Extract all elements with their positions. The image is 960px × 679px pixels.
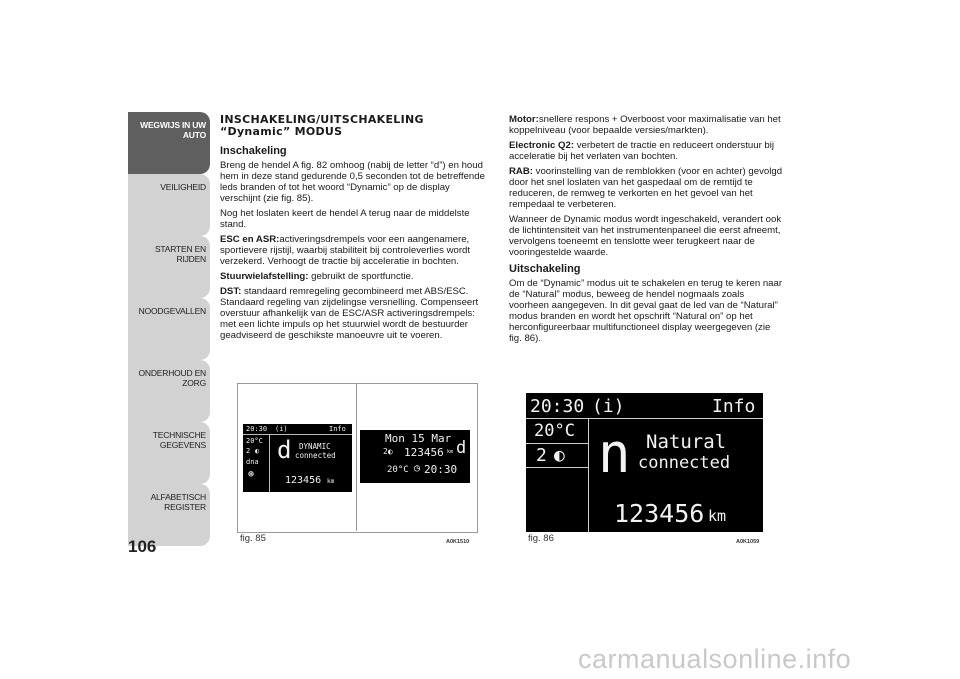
paragraph: Breng de hendel A fig. 82 omhoog (nabij de letter “d”) en houd hem in deze stand gedurende 0,5 seconden tot de betreffende leds branden of tot het woord “Dynamic” op de display verschijnt (zie fig. 85). — [220, 160, 485, 204]
mode-status: connected — [295, 451, 336, 460]
mode-letter: d — [277, 436, 292, 464]
mode-name: DYNAMIC — [299, 442, 331, 451]
figure-caption: fig. 86 — [528, 533, 554, 544]
mode-name: Natural — [646, 431, 727, 453]
paragraph — [509, 166, 784, 210]
page-number: 106 — [128, 537, 157, 556]
clock-time: 20:30 — [246, 425, 268, 433]
tab-veiligheid[interactable] — [128, 174, 210, 236]
watermark: carmanualsonline.info — [578, 644, 852, 674]
paragraph — [220, 286, 492, 341]
tab-label: WEGWIJS IN UW AUTO — [140, 120, 206, 140]
term-label: Stuurwielafstelling: — [220, 271, 309, 282]
term-text: voorinstelling van de remblokken (voor en achter) gevolgd door het snel loslaten van het gaspedaal om de remtijd te reduceren, de remweg te verkorten en het gevoel van het rempedaal te verbeteren. — [509, 166, 783, 210]
tab-wegwijs[interactable] — [128, 112, 210, 174]
headlight-icon: ◐ — [554, 445, 565, 466]
outside-temp: 20°C — [387, 465, 409, 475]
paragraph — [220, 234, 492, 267]
tab-label: STARTEN EN RIJDEN — [154, 244, 206, 264]
tab-technische[interactable] — [128, 422, 210, 484]
display-separator — [269, 435, 270, 492]
gear-indicator: 2 — [246, 447, 251, 455]
chapter-sidebar — [128, 112, 210, 532]
info-label: Info — [329, 425, 346, 433]
dna-label: dna — [246, 458, 259, 466]
term-label: DST: — [220, 286, 242, 297]
term-text: standaard remregeling gecombineerd met ABS/ESC. Standaard regeling van zijdelingse versnelling. Compenseert overstuur afhankelijk van de ESC/ASR activeringsdrempels: met een lichte impuls op het stuurwiel wordt de bestuurder geadviseerd de geschikste manoeuvre uit te voeren. — [220, 286, 479, 341]
gear-shift-icon: ⊛ — [248, 469, 255, 480]
paragraph: Wanneer de Dynamic modus wordt ingeschakeld, verandert ook de lichtintensiteit van het instrumentenpaneel die eerst afneemt, vervolgens toeneemt en tenslotte weer terugkeert naar de vooringestelde waarde. — [509, 214, 782, 258]
paragraph — [509, 140, 784, 162]
term-label: Electronic Q2: — [509, 140, 575, 151]
term-text: verbetert de tractie en reduceert onderstuur bij acceleratie bij het verlaten van bochten. — [509, 140, 775, 162]
tab-noodgevallen[interactable] — [128, 298, 210, 360]
display-dynamic-full — [243, 424, 352, 492]
figure-caption: fig. 85 — [240, 533, 266, 544]
mode-letter: n — [598, 422, 631, 485]
info-icon: (i) — [592, 396, 625, 417]
display-dynamic-compact — [360, 430, 470, 483]
paragraph — [220, 271, 492, 282]
gear-indicator: 2 — [536, 445, 547, 466]
section-title — [220, 114, 492, 138]
tab-label: TECHNISCHE GEGEVENS — [152, 430, 206, 450]
headlight-icon: 2◐ — [383, 447, 393, 456]
subheading-uitschakeling: Uitschakeling — [509, 263, 581, 275]
term-text: activeringsdrempels voor een aangenamere, sportievere rijstijl, waarbij stabiliteit bij controleverlies wordt verzekerd. Verhoogt de tractie bij acceleratie in bochten. — [220, 234, 471, 267]
mode-status: connected — [638, 453, 731, 473]
tab-label: NOODGEVALLEN — [138, 306, 206, 316]
subheading-inschakeling: Inschakeling — [220, 145, 287, 157]
display-separator — [526, 467, 588, 468]
paragraph — [509, 114, 784, 136]
odometer-value: 123456 — [285, 475, 322, 486]
display-natural — [526, 393, 763, 532]
term-text: gebruikt de sportfunctie. — [308, 271, 414, 282]
info-label: Info — [712, 396, 756, 417]
odometer-value: 123456 — [404, 446, 444, 459]
figure-divider — [356, 383, 357, 531]
odometer-unit: km — [708, 507, 727, 525]
display-separator — [588, 419, 589, 532]
term-label: Motor: — [509, 114, 539, 125]
term-text: snellere respons + Overboost voor maximalisatie van het koppelniveau (voor bepaalde versies/markten). — [509, 114, 781, 136]
tab-label: ONDERHOUD EN ZORG — [138, 368, 206, 388]
outside-temp: 20°C — [246, 437, 263, 445]
title-line-1: INSCHAKELING/UITSCHAKELING — [220, 113, 424, 126]
tab-starten[interactable] — [128, 236, 210, 298]
tab-onderhoud[interactable] — [128, 360, 210, 422]
figure-code: A0K1059 — [736, 539, 760, 545]
paragraph: Nog het loslaten keert de hendel A terug naar de middelste stand. — [220, 208, 470, 230]
odometer-unit: km — [327, 478, 335, 485]
clock-time: 20:30 — [530, 396, 585, 417]
date-label: Mon 15 Mar — [385, 432, 452, 445]
odometer-unit: km — [447, 449, 454, 455]
clock-time: 20:30 — [424, 463, 458, 476]
right-column — [509, 114, 784, 348]
headlight-icon: ◐ — [255, 447, 260, 455]
display-header-line — [526, 418, 763, 419]
tab-label: ALFABETISCH REGISTER — [150, 492, 206, 512]
outside-temp: 20°C — [534, 421, 575, 441]
info-icon: (i) — [275, 425, 288, 433]
paragraph: Om de “Dynamic” modus uit te schakelen en terug te keren naar de “Natural” modus, beweeg de hendel nogmaals zoals voorheen aangegeven. In dit geval gaat de led van de “Natural” modus branden en wordt het opschrift “Natural on” op het herconfigureerbaar multifunctioneel display weergegeven (zie fig. 86). — [509, 278, 783, 344]
term-label: ESC en ASR: — [220, 234, 280, 245]
tab-label: VEILIGHEID — [160, 182, 206, 192]
figure-code: A0K1510 — [446, 539, 470, 545]
odometer-value: 123456 — [614, 499, 705, 528]
term-label: RAB: — [509, 166, 533, 177]
clock-icon: ◷ — [414, 463, 421, 474]
display-separator — [526, 443, 588, 444]
left-column — [220, 114, 492, 345]
mode-letter: d — [456, 438, 467, 458]
title-line-2: “Dynamic” MODUS — [220, 125, 343, 138]
